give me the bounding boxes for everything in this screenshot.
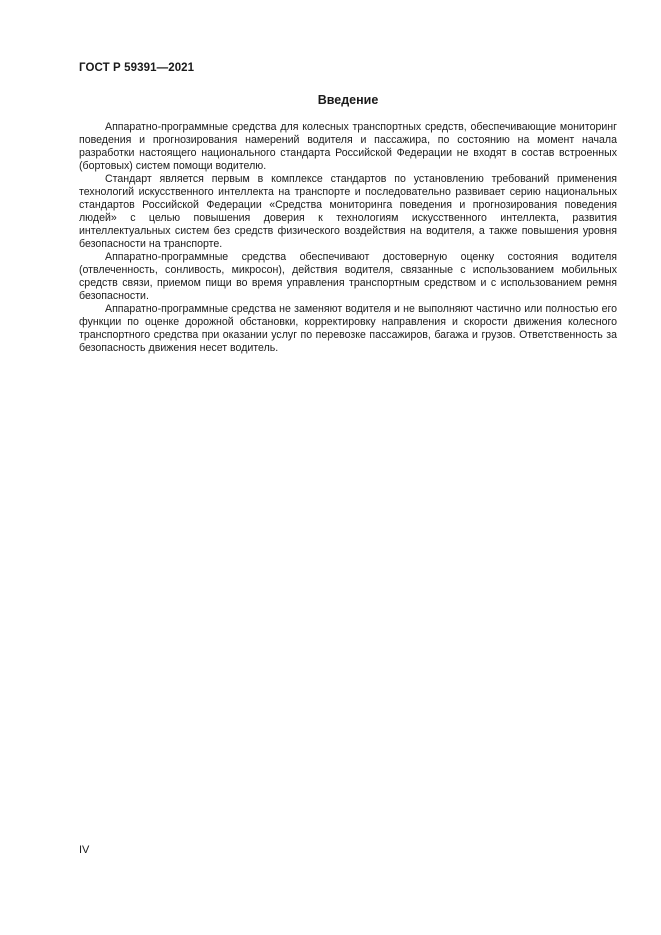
page-number: IV xyxy=(79,844,90,856)
paragraph: Аппаратно-программные средства для колесных транспортных средств, обеспечивающие мониторинг поведения и прогнозирования намерений водителя и пассажира, по состоянию на момент начала разработки настоящего национального стандарта Российской Федерации не входят в состав встроенных (бортовых) систем помощи водителю. xyxy=(79,121,617,172)
section-title: Введение xyxy=(317,93,379,107)
paragraph: Стандарт является первым в комплексе стандартов по установлению требований применения технологий искусственного интеллекта на транспорте и последовательно развивает серию национальных стандартов Российской Федерации «Средства мониторинга поведения и прогнозирования поведения людей» с целью повышения доверия к технологиям искусственного интеллекта, развития интеллектуальных систем без средств физического воздействия на водителя, а также повышения уровня безопасности на транспорте. xyxy=(79,173,617,250)
paragraph: Аппаратно-программные средства обеспечивают достоверную оценку состояния водителя (отвлеченность, сонливость, микросон), действия водителя, связанные с использованием мобильных средств связи, приемом пищи во время управления транспортным средством и с использованием ремня безопасности. xyxy=(79,251,617,302)
introduction-body xyxy=(79,121,617,355)
paragraph: Аппаратно-программные средства не заменяют водителя и не выполняют частично или полностью его функции по оценке дорожной обстановки, корректировку направления и скорости движения колесного транспортного средства при оказании услуг по перевозке пассажиров, багажа и грузов. Ответственность за безопасность движения несет водитель. xyxy=(79,303,617,354)
document-code: ГОСТ Р 59391—2021 xyxy=(79,62,195,74)
